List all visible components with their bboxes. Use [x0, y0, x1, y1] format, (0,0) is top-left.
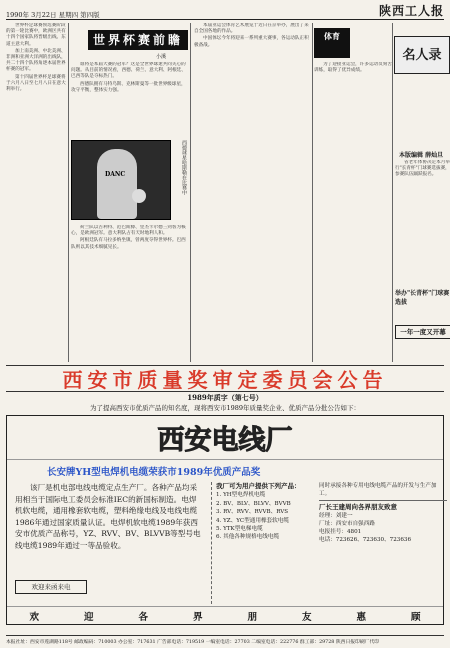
- sports-logo: 体育: [314, 28, 350, 58]
- list-item: 2. BV、BLV、BLVV、BVVB: [216, 500, 291, 507]
- list-item: 1. YH型电焊机电缆: [216, 492, 266, 499]
- column-rule: [392, 23, 393, 362]
- list-item: 5. YTK型电梯电缆: [216, 526, 263, 533]
- ad-welcome-footer: 欢 迎 各 界 朋 友 惠 顾: [7, 606, 443, 624]
- list-item: 6. 其他各种规格电线电缆: [216, 534, 280, 541]
- editor-credit: 本版编辑 薛灿旦: [399, 152, 444, 159]
- column-rule: [190, 23, 191, 362]
- top-news-section: [6, 20, 450, 366]
- column-rule: [68, 23, 69, 362]
- ad-contact-info: [319, 482, 447, 604]
- sports-column-2: 为了迎接亚运会，许多运动员刻苦训练，取得了优异成绩。: [314, 62, 392, 74]
- banner-title: 西安市质量奖审定委员会公告: [62, 368, 388, 392]
- list-item: 4. YZ、YC型通用橡套软电缆: [216, 517, 289, 524]
- ad-contact-box: 欢迎来函来电: [15, 580, 87, 594]
- ad-extra-service: 同时承接各种专用电线电缆产品的开发与生产加工。: [319, 483, 437, 498]
- soccer-photo: [71, 140, 171, 220]
- factory-director-line: 厂长王建周向各界朋友致意: [319, 500, 447, 511]
- gateball-headline: 举办"长青杯"门球赛选拔: [395, 290, 450, 306]
- column-rule: [312, 23, 313, 362]
- boxed-headline: 一年一度又开幕: [395, 325, 450, 339]
- feature-headline: 世界杯赛前瞻: [88, 30, 188, 50]
- notice-number: 1989年质字（第七号）: [187, 393, 263, 402]
- address-line: 经理：刘建一: [319, 512, 353, 519]
- ad-factory-name: 西安电线厂: [7, 416, 443, 460]
- address-line: 厂址：西安市自强西路: [319, 520, 375, 527]
- quality-committee-banner: [6, 366, 444, 392]
- ad-slogan: 长安牌YH型电焊机电缆荣获市1989年优质产品奖: [47, 467, 261, 478]
- factory-advertisement: [6, 415, 444, 625]
- address-line: 电话：723626、723630、723636: [319, 537, 412, 544]
- feature-column-1: 世界杯足球赛预选赛阶段的第一轮比赛中，欧洲区共有十四个国家队将晋级出线。东道主意大利。 加上南美洲、中北美洲、非洲和亚洲大洋洲的出线队，共二十四个队将角逐本届世界杯赛的冠军。 第十四届世界杯足球赛将于六月八日至七月八日在意大利举行。: [6, 23, 66, 93]
- column-logo: 名人录: [394, 36, 450, 74]
- photo-caption: 西德球星哈斯勒在比赛中: [181, 140, 187, 195]
- feature-byline: 小溪: [156, 54, 167, 60]
- right-column-text: 省老年体协决定本月举行"长青杯"门球赛选拔赛，参赛队伍踊跃报名。: [395, 160, 450, 178]
- masthead: [6, 4, 444, 20]
- ad-product-list: [211, 482, 315, 604]
- sports-column-1: 本届亚运会体育艺术展览于近日在京举办，展出了来自全国各地的作品。 中国体坛今年将迎来一系列重大赛事，各运动队正积极备战。: [194, 23, 309, 48]
- ad-body-text: 该厂是机电部电线电缆定点生产厂。各种产品均采用相当于国际电工委员会标准IEC的新国标制造。电焊机软电缆，通用橡套软电缆，塑料绝缘电线及电线电缆1986年通过国家质量认证。电焊机软电缆1989年获西安市优质产品称号，YZ、RVV、BV、BLVVB等型号电线电缆1989年通过一等品验收。: [15, 483, 201, 550]
- soccer-ball-icon: [132, 189, 146, 203]
- paper-name: 陕西工人报: [378, 4, 444, 18]
- notice-text: 为了提高西安市优质产品的知名度，现将西安市1989年质量奖企业、优质产品分批公告如下：: [89, 404, 361, 412]
- page-footer: 本报社址：西安市莲湖路118号 邮政编码：710003 办公室：717631 广告部电话：719519 一编室电话：27703 二编室电话：222776 群工部：29728 陕西日报印刷厂代印: [6, 635, 444, 645]
- issue-date: 1990年 3月22日 星期四 第四版: [6, 11, 100, 19]
- shirt-text: DANC: [105, 171, 126, 178]
- player-figure: [97, 149, 137, 219]
- list-item: 3. RV、RVV、RVVB、RVS: [216, 509, 289, 516]
- notice-block: [6, 392, 444, 413]
- feature-column-3: 荷兰队以古利特、范巴斯滕、里杰卡尔德三剑客为核心，是欧洲冠军。意大利队占有天时地利人和。 阿根廷队有马拉多纳坐镇，曾两度夺得世界杯。巴西队则以其技术细腻见长。: [71, 225, 186, 250]
- feature-column-2: 谁将是本届大赛的冠军？这是全世界球迷共同关心的问题。从目前的情况看，西德、荷兰、意大利、阿根廷、巴西等队是夺标热门。 西德队拥有马特乌斯、克林斯曼等一批世界级球星，攻守平衡，整体实力强。: [71, 62, 186, 93]
- product-list-heading: 我厂可为用户提供下列产品：: [216, 482, 301, 490]
- address-line: 电报挂号：4801: [319, 529, 362, 536]
